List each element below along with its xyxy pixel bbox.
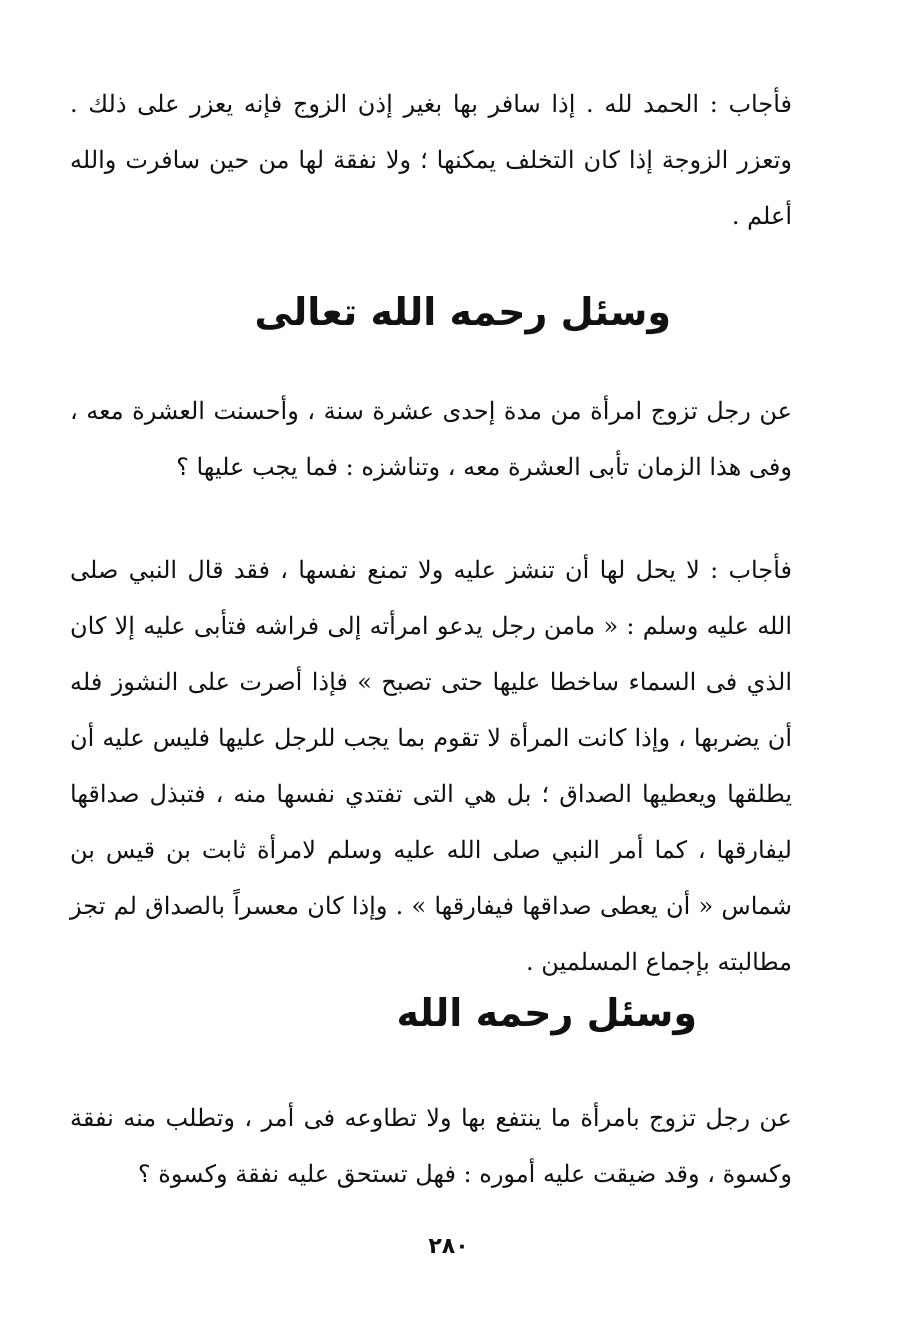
question-paragraph-disobedience: عن رجل تزوج امرأة من مدة إحدى عشرة سنة ، وأحسنت العشرة معه ، وفى هذا الزمان تأبى العشرة معه ، وتناشزه : فما يجب عليها ؟ [70,397,792,481]
question-paragraph-maintenance: عن رجل تزوج بامرأة ما ينتفع بها ولا تطاوعه فى أمر ، وتطلب منه نفقة وكسوة ، وقد ضيقت عليه أموره : فهل تستحق عليه نفقة وكسوة ؟ [70,1104,792,1188]
answer-paragraph-nushuz: فأجاب : لا يحل لها أن تنشز عليه ولا تمنع نفسها ، فقد قال النبي صلى الله عليه وسلم : « مامن رجل يدعو امرأته إلى فراشه فتأبى عليه إلا كان الذي فى السماء ساخطا عليها حتى تصبح » فإذا أصرت على النشوز فله أن يضربها ، وإذا كانت المرأة لا تقوم بما يجب للرجل عليها فليس عليه أن يطلقها ويعطيها الصداق ؛ بل هي التى تفتدي نفسها منه ، فتبذل صداقها ليفارقها ، كما أمر النبي صلى الله عليه وسلم لامرأة ثابت بن قيس بن شماس « أن يعطى صداقها فيفارقها » . وإذا كان معسراً بالصداق لم تجز مطالبته بإجماع المسلمين . [70,556,792,976]
section-heading-second: وسئل رحمه الله [396,991,697,1035]
section-heading-first: وسئل رحمه الله تعالى [254,290,671,334]
page-number: ٢٨٠ [428,1234,469,1259]
answer-paragraph-travel: فأجاب : الحمد لله . إذا سافر بها بغير إذن الزوج فإنه يعزر على ذلك . وتعزر الزوجة إذا كان التخلف يمكنها ؛ ولا نفقة لها من حين سافرت والله أعلم . [70,90,792,230]
